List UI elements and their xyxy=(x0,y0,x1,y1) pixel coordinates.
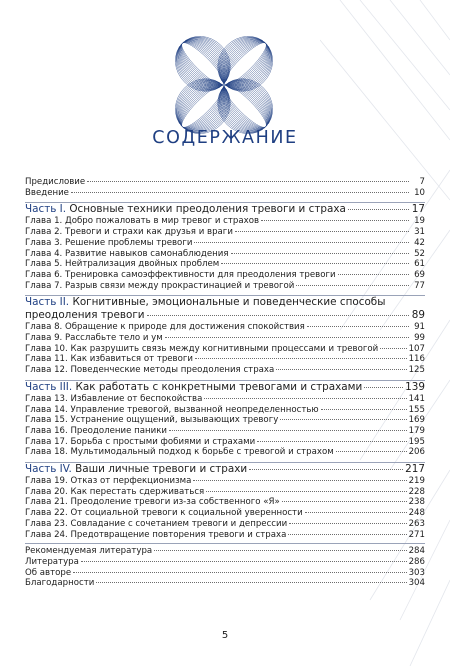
dot-leader xyxy=(193,479,406,481)
entry-page-number: 248 xyxy=(408,508,425,519)
part-heading-entry[interactable] xyxy=(25,309,425,322)
dot-leader xyxy=(206,490,406,492)
chapter-entry[interactable] xyxy=(25,216,425,227)
chapter-entry[interactable] xyxy=(25,270,425,281)
dot-leader xyxy=(288,533,406,535)
entry-page-number: 284 xyxy=(408,546,425,557)
entry-label: Глава 1. Добро пожаловать в мир тревог и страхов xyxy=(25,216,260,227)
entry-label xyxy=(25,381,362,394)
entry-page-number: 219 xyxy=(408,476,425,487)
dot-leader xyxy=(147,314,409,316)
chapter-entry[interactable] xyxy=(25,476,425,487)
entry-page-number: 179 xyxy=(408,425,425,436)
dot-leader xyxy=(338,273,409,275)
chapter-entry[interactable] xyxy=(25,437,425,448)
entry-label: Рекомендуемая литература xyxy=(25,546,153,557)
entry-label xyxy=(25,203,346,216)
chapter-entry[interactable] xyxy=(25,365,425,376)
entry-page-number: 228 xyxy=(408,486,425,497)
part-title: преодоления тревоги xyxy=(25,309,145,322)
part-heading-entry[interactable] xyxy=(25,463,425,476)
entry-page-number: 61 xyxy=(414,259,425,270)
chapter-entry[interactable] xyxy=(25,394,425,405)
chapter-entry[interactable] xyxy=(25,259,425,270)
back-matter-entry[interactable] xyxy=(25,557,425,568)
chapter-entry[interactable] xyxy=(25,333,425,344)
entry-page-number: 31 xyxy=(414,227,425,238)
entry-label: Предисловие xyxy=(25,177,86,187)
dot-leader xyxy=(87,180,409,182)
dot-leader xyxy=(289,522,406,524)
section-divider xyxy=(25,543,425,544)
page-title: СОДЕРЖАНИЕ xyxy=(152,128,298,148)
back-matter-entry[interactable] xyxy=(25,546,425,557)
dot-leader xyxy=(81,560,407,562)
entry-page-number: 77 xyxy=(414,280,425,291)
entry-label: Глава 18. Мультимодальный подход к борьбе с тревогой и страхом xyxy=(25,447,334,458)
dot-leader xyxy=(280,418,406,420)
part-section xyxy=(25,462,425,540)
part-title: Основные техники преодоления тревоги и страха xyxy=(69,203,346,216)
dot-leader xyxy=(169,429,407,431)
entry-page-number: 91 xyxy=(414,322,425,333)
dot-leader xyxy=(195,357,407,359)
entry-label: Глава 3. Решение проблемы тревоги xyxy=(25,237,193,248)
dot-leader xyxy=(231,252,410,254)
back-matter-entry[interactable] xyxy=(25,578,425,589)
entry-label: Глава 19. Отказ от перфекционизма xyxy=(25,476,192,487)
entry-page-number: 263 xyxy=(408,518,425,529)
entry-label xyxy=(25,309,145,322)
front-matter-entry[interactable] xyxy=(25,188,425,199)
dot-leader xyxy=(204,397,406,399)
entry-label: Литература xyxy=(25,556,79,567)
dot-leader xyxy=(364,386,403,388)
entry-page-number: 89 xyxy=(411,309,425,322)
entry-label: Глава 6. Тренировка самоэффективности для преодоления тревоги xyxy=(25,269,336,280)
entry-page-number: 139 xyxy=(405,380,425,393)
chapter-entry[interactable] xyxy=(25,487,425,498)
dot-leader xyxy=(194,241,409,243)
entry-label: Глава 21. Преодоление тревоги из-за собственного «Я» xyxy=(25,497,280,508)
entry-label: Глава 14. Управление тревогой, вызванной неопределенностью xyxy=(25,404,319,415)
dot-leader xyxy=(305,511,407,513)
entry-label: Глава 7. Разрыв связи между прокрастинацией и тревогой xyxy=(25,280,295,291)
entry-page-number: 286 xyxy=(408,556,425,567)
entry-label: Введение xyxy=(25,187,69,198)
entry-page-number: 107 xyxy=(408,343,425,354)
entry-label: Глава 8. Обращение к природе для достижения спокойствия xyxy=(25,322,305,333)
chapter-entry[interactable] xyxy=(25,249,425,260)
part-title: Ваши личные тревоги и страхи xyxy=(75,463,248,476)
part-section xyxy=(25,295,425,376)
entry-label: Глава 9. Расслабьте тело и ум xyxy=(25,333,163,344)
entry-label: Глава 11. Как избавиться от тревоги xyxy=(25,354,193,365)
entry-label: Глава 13. Избавление от беспокойства xyxy=(25,393,203,404)
front-matter-entry[interactable] xyxy=(25,177,425,188)
chapter-entry[interactable] xyxy=(25,344,425,355)
dot-leader xyxy=(71,191,409,193)
dot-leader xyxy=(235,230,409,232)
chapter-entry[interactable] xyxy=(25,354,425,365)
dot-leader xyxy=(165,336,409,338)
entry-label: Глава 10. Как разрушить связь между когнитивными процессами и тревогой xyxy=(25,343,379,354)
entry-page-number: 19 xyxy=(414,216,425,227)
chapter-entry[interactable] xyxy=(25,426,425,437)
chapter-entry[interactable] xyxy=(25,447,425,458)
dot-leader xyxy=(307,325,409,327)
chapter-entry[interactable] xyxy=(25,508,425,519)
entry-page-number: 99 xyxy=(414,333,425,344)
dot-leader xyxy=(276,368,406,370)
part-number: Часть I. xyxy=(25,203,67,216)
entry-page-number: 7 xyxy=(419,177,425,187)
part-number: Часть II. xyxy=(25,296,70,309)
entry-label: Глава 16. Преодоление паники xyxy=(25,425,167,436)
entry-label: Глава 23. Совладание с сочетанием тревоги и депрессии xyxy=(25,518,288,529)
entry-label: Глава 4. Развитие навыков самонаблюдения xyxy=(25,248,229,259)
entry-page-number: 69 xyxy=(414,269,425,280)
dot-leader xyxy=(336,450,407,452)
part-heading-line xyxy=(25,296,425,309)
entry-page-number: 17 xyxy=(411,203,425,216)
part-number: Часть IV. xyxy=(25,463,72,476)
chapter-entry[interactable] xyxy=(25,281,425,292)
part-number: Часть III. xyxy=(25,380,73,393)
entry-page-number: 10 xyxy=(414,187,425,198)
entry-page-number: 303 xyxy=(408,567,425,578)
entry-page-number: 195 xyxy=(408,436,425,447)
dot-leader xyxy=(321,408,407,410)
dot-leader xyxy=(261,219,409,221)
back-matter-entry[interactable] xyxy=(25,568,425,579)
entry-label: Глава 20. Как перестать сдерживаться xyxy=(25,486,205,497)
chapter-entry[interactable] xyxy=(25,519,425,530)
entry-label: Глава 12. Поведенческие методы преодоления страха xyxy=(25,365,275,376)
dot-leader xyxy=(73,571,406,573)
part-heading-entry[interactable] xyxy=(25,203,425,216)
entry-label: Глава 5. Нейтрализация двойных проблем xyxy=(25,259,220,270)
page-number: 5 xyxy=(221,630,229,641)
part-title: Когнитивные, эмоциональные и поведенческие способы xyxy=(72,296,386,309)
chapter-entry[interactable] xyxy=(25,238,425,249)
entry-label: Глава 24. Предотвращение повторения тревоги и страха xyxy=(25,529,287,540)
dot-leader xyxy=(296,284,409,286)
entry-page-number: 52 xyxy=(414,248,425,259)
entry-label: Глава 15. Устранение ощущений, вызывающих тревогу xyxy=(25,415,279,426)
entry-page-number: 271 xyxy=(408,529,425,540)
chapter-entry[interactable] xyxy=(25,405,425,416)
dot-leader xyxy=(380,347,406,349)
entry-page-number: 125 xyxy=(408,365,425,376)
chapter-entry[interactable] xyxy=(25,530,425,541)
part-title: Как работать с конкретными тревогами и страхами xyxy=(75,380,363,393)
entry-label: Благодарности xyxy=(25,578,95,589)
entry-page-number: 304 xyxy=(408,578,425,589)
chapter-entry[interactable] xyxy=(25,322,425,333)
dot-leader xyxy=(257,440,406,442)
table-of-contents xyxy=(25,177,425,589)
entry-label: Глава 22. От социальной тревоги к социальной уверенности xyxy=(25,508,303,519)
part-section xyxy=(25,380,425,458)
part-heading-entry[interactable] xyxy=(25,381,425,394)
entry-label: Глава 17. Борьба с простыми фобиями и страхами xyxy=(25,436,256,447)
chapter-entry[interactable] xyxy=(25,497,425,508)
entry-page-number: 141 xyxy=(408,393,425,404)
entry-label: Глава 2. Тревоги и страхи как друзья и враги xyxy=(25,227,233,238)
entry-page-number: 206 xyxy=(408,447,425,458)
dot-leader xyxy=(249,468,403,470)
entry-page-number: 217 xyxy=(405,463,425,476)
entry-page-number: 155 xyxy=(408,404,425,415)
entry-label: Об авторе xyxy=(25,567,72,578)
part-section xyxy=(25,202,425,291)
entry-page-number: 169 xyxy=(408,415,425,426)
dot-leader xyxy=(221,262,409,264)
entry-page-number: 238 xyxy=(408,497,425,508)
chapter-entry[interactable] xyxy=(25,415,425,426)
chapter-entry[interactable] xyxy=(25,227,425,238)
dot-leader xyxy=(282,500,407,502)
entry-page-number: 42 xyxy=(414,237,425,248)
entry-page-number: 116 xyxy=(408,354,425,365)
dot-leader xyxy=(348,208,409,210)
entry-label xyxy=(25,463,247,476)
dot-leader xyxy=(154,549,406,551)
dot-leader xyxy=(96,581,406,583)
